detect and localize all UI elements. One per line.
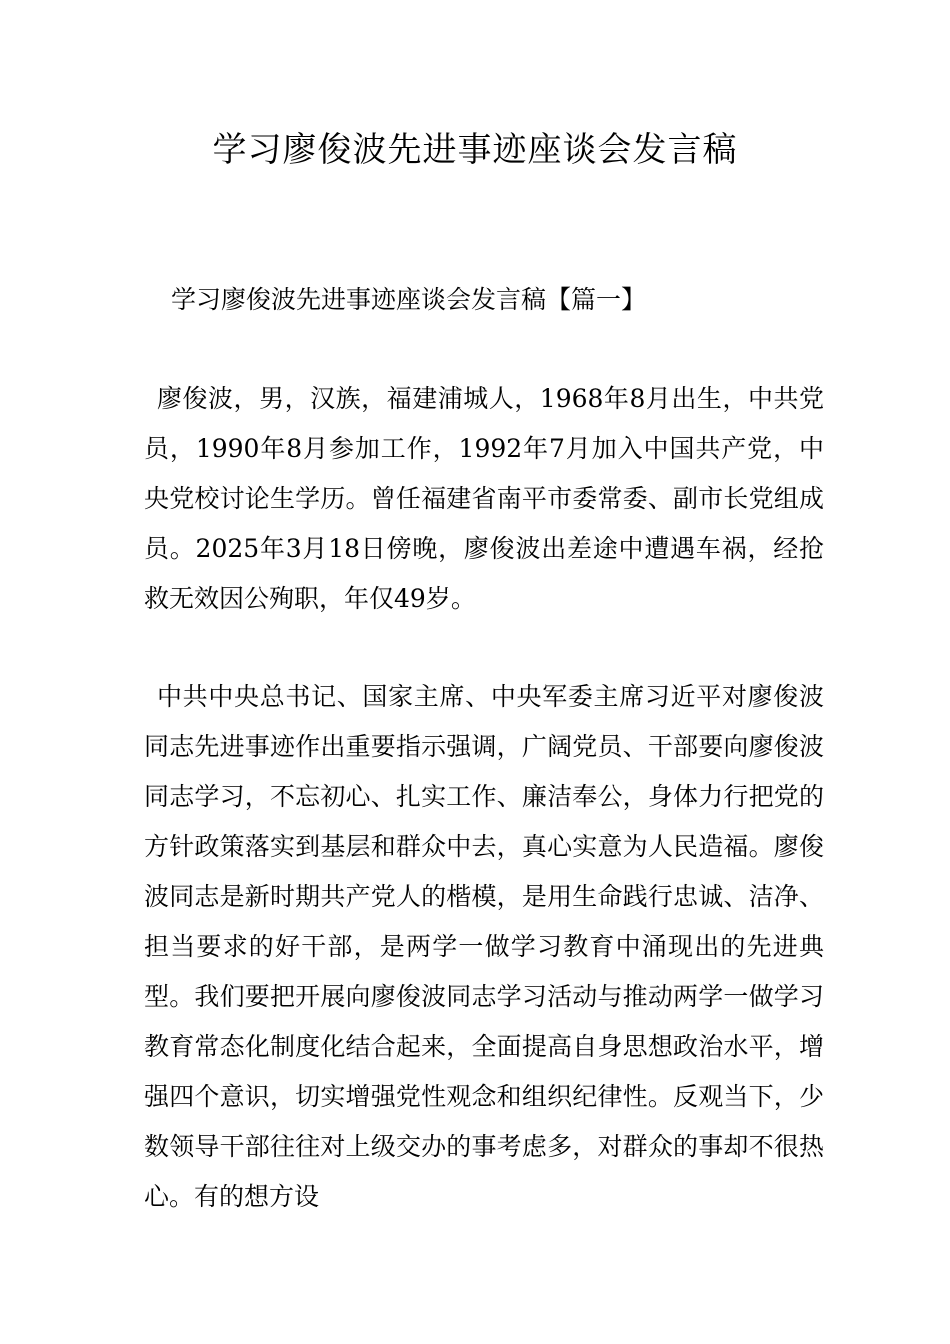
section-heading: 学习廖俊波先进事迹座谈会发言稿【篇一】 xyxy=(171,285,647,314)
body-paragraph-2: 中共中央总书记、国家主席、中央军委主席习近平对廖俊波同志先进事迹作出重要指示强调，广阔党员、干部要向廖俊波同志学习，不忘初心、扎实工作、廉洁奉公，身体力行把党的方针政策落实到基层和群众中去，真心实意为人民造福。廖俊波同志是新时期共产党人的楷模，是用生命践行忠诚、洁净、担当要求的好干部，是两学一做学习教育中涌现出的先进典型。我们要把开展向廖俊波同志学习活动与推动两学一做学习教育常态化制度化结合起来，全面提高自身思想政治水平，增强四个意识，切实增强党性观念和组织纪律性。反观当下，少数领导干部往往对上级交办的事考虑多，对群众的事却不很热心。有的想方设 xyxy=(144,682,824,1211)
document-title: 学习廖俊波先进事迹座谈会发言稿 xyxy=(212,130,738,170)
body-paragraph-1: 廖俊波，男，汉族，福建浦城人，1968年8月出生，中共党员，1990年8月参加工作，1992年7月加入中国共产党，中央党校讨论生学历。曾任福建省南平市委常委、副市长党组成员。2025年3月18日傍晚，廖俊波出差途中遭遇车祸，经抢救无效因公殉职，年仅49岁。 xyxy=(144,384,824,613)
